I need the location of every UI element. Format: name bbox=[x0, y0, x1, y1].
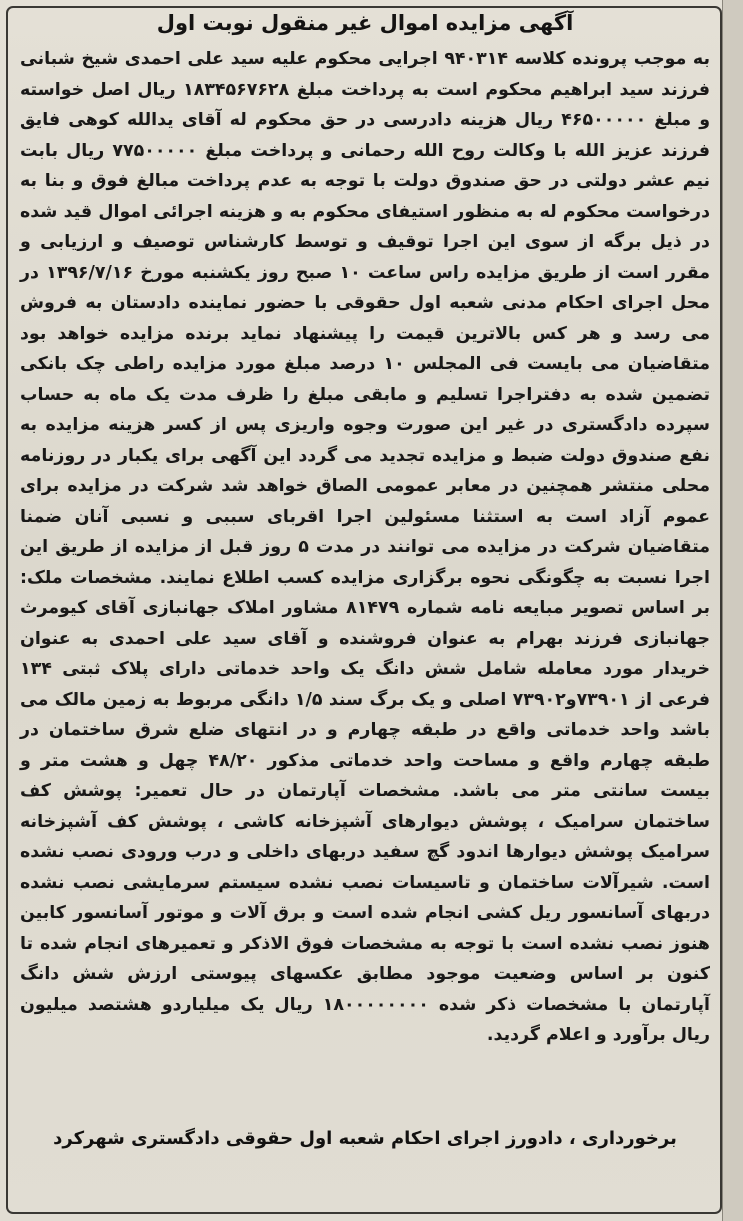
notice-body bbox=[20, 44, 710, 1051]
notice-signature: برخورداری ، دادورز اجرای احکام شعبه اول حقوقی دادگستری شهرکرد bbox=[53, 1128, 677, 1149]
adjacent-column-edge bbox=[722, 0, 743, 1221]
notice-body-text: به موجب پرونده کلاسه ۹۴۰۳۱۴ اجرایی محکوم علیه سید علی احمدی شیخ شبانی فرزند سید ابراهیم محکوم است به پرداخت مبلغ ۱۸۳۴۵۶۷۶۲۸ ریال اصل خواسته و مبلغ ۴۶۵۰۰۰۰۰ ریال هزینه دادرسی در حق محکوم له آقای یدالله کوهی فایق فرزند عزیز الله با وکالت روح الله رحمانی و پرداخت مبلغ ۷۷۵۰۰۰۰۰ ریال بابت نیم عشر دولتی در حق صندوق دولت با توجه به عدم پرداخت مبالغ فوق و بنا به درخواست محکوم له به منظور استیفای محکوم به و هزینه اجرائی اموال قید شده در ذیل برگه از سوی این اجرا توقیف و توسط کارشناس توصیف و ارزیابی و مقرر است از طریق مزایده راس ساعت ۱۰ صبح روز یکشنبه مورخ ۱۳۹۶/۷/۱۶ در محل اجرای احکام مدنی شعبه اول حقوقی با حضور نماینده دادستان به فروش می رسد و هر کس بالاترین قیمت را پیشنهاد نماید برنده مزایده خواهد بود متقاضیان می بایست فی المجلس ۱۰ درصد مبلغ مورد مزایده راطی چک بانکی تضمین شده به دفتراجرا تسلیم و مابقی مبلغ را ظرف مدت یک ماه به حساب سپرده دادگستری در غیر این صورت وجوه واریزی پس از کسر هزینه مزایده به نفع صندوق دولت ضبط و مزایده تجدید می گردد این آگهی برای یکبار در روزنامه محلی منتشر همچنین در معابر عمومی الصاق خواهد شد شرکت در مزایده برای عموم آزاد است به استثنا مسئولین اجرا اقربای سببی و نسبی آنان ضمنا متقاضیان شرکت در مزایده می توانند در مدت ۵ روز قبل از مزایده از طریق این اجرا نسبت به چگونگی نحوه برگزاری مزایده کسب اطلاع نمایند. مشخصات ملک: بر اساس تصویر مبایعه نامه شماره ۸۱۴۷۹ مشاور املاک جهانبازی آقای کیومرث جهانبازی فرزند بهرام به عنوان فروشنده و آقای سید علی احمدی به عنوان خریدار مورد معامله شامل شش دانگ یک واحد خدماتی دارای پلاک ثبتی ۱۳۴ فرعی از ۷۳۹۰۱و۷۳۹۰۲ اصلی و یک برگ سند ۱/۵ دانگی مربوط به زمین مالک می باشد واحد خدماتی واقع در طبقه چهارم و در انتهای ضلع شرق ساختمان در طبقه چهارم واقع و مساحت واحد خدماتی مذکور ۴۸/۲۰ چهل و هشت متر و بیست سانتی متر می باشد. مشخصات آپارتمان در حال تعمیر: پوشش کف ساختمان سرامیک ، پوشش دیوارهای آشپزخانه کاشی ، پوشش کف آشپزخانه سرامیک پوشش دیوارها اندود گچ سفید دربهای داخلی و درب ورودی نصب نشده است. شیرآلات ساختمان و تاسیسات نصب نشده سیستم سرمایشی نصب نشده دربهای آسانسور ریل کشی انجام شده است و برق آلات و موتور آسانسور کابین هنوز نصب نشده است با توجه به مشخصات فوق الاذکر و تعمیرهای انجام شده تا کنون بر اساس وضعیت موجود مطابق عکسهای پیوستی ارزش شش دانگ آپارتمان با مشخصات ذکر شده ۱۸۰۰۰۰۰۰۰۰ ریال یک میلیاردو هشتصد میلیون ریال برآورد و اعلام گردید. bbox=[20, 49, 711, 1045]
notice-title: آگهی مزایده اموال غیر منقول نوبت اول bbox=[156, 11, 574, 35]
